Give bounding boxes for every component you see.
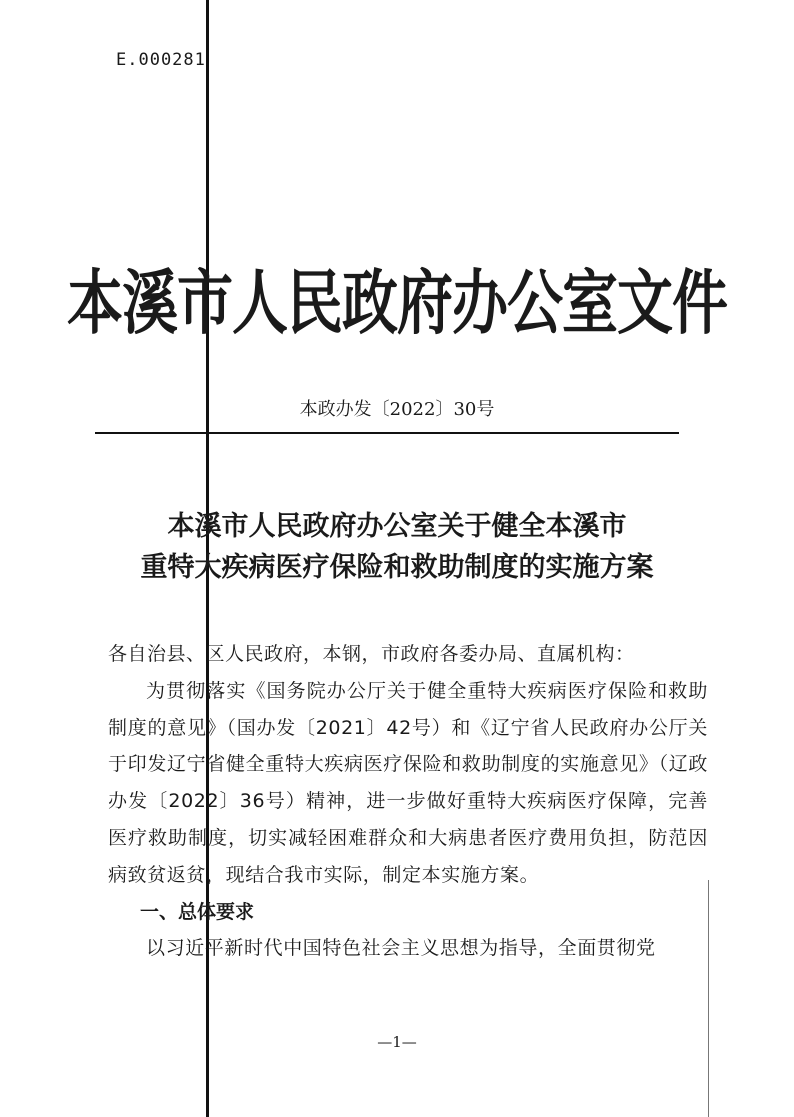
document-id: E.000281	[116, 50, 206, 70]
addressee: 各自治县、区人民政府，本钢，市政府各委办局、直属机构：	[108, 643, 635, 665]
header-divider	[95, 432, 679, 434]
page-number: —1—	[377, 1033, 417, 1051]
issuer-title: 本溪市人民政府办公室文件	[67, 261, 727, 345]
subject-line-1: 本溪市人民政府办公室关于健全本溪市	[167, 511, 627, 542]
subject-title	[0, 506, 794, 588]
subject-line-2: 重特大疾病医疗保险和救助制度的实施方案	[140, 552, 654, 583]
document-number: 本政办发〔2022〕30号	[299, 399, 495, 420]
body-paragraph: 以习近平新时代中国特色社会主义思想为指导，全面贯彻党	[146, 937, 656, 960]
document-body	[108, 636, 708, 967]
scan-edge-mark	[708, 880, 709, 1117]
body-paragraph: 为贯彻落实《国务院办公厅关于健全重特大疾病医疗保险和救助制度的意见》（国办发〔2021〕42号）和《辽宁省人民政府办公厅关于印发辽宁省健全重特大疾病医疗保险和救助制度的实施意见》（辽政办发〔2022〕36号）精神，进一步做好重特大疾病医疗保障，完善医疗救助制度，切实减轻困难群众和大病患者医疗费用负担，防范因病致贫返贫，现结合我市实际，制定本实施方案。	[108, 679, 708, 886]
section-heading: 一、总体要求	[140, 900, 255, 923]
